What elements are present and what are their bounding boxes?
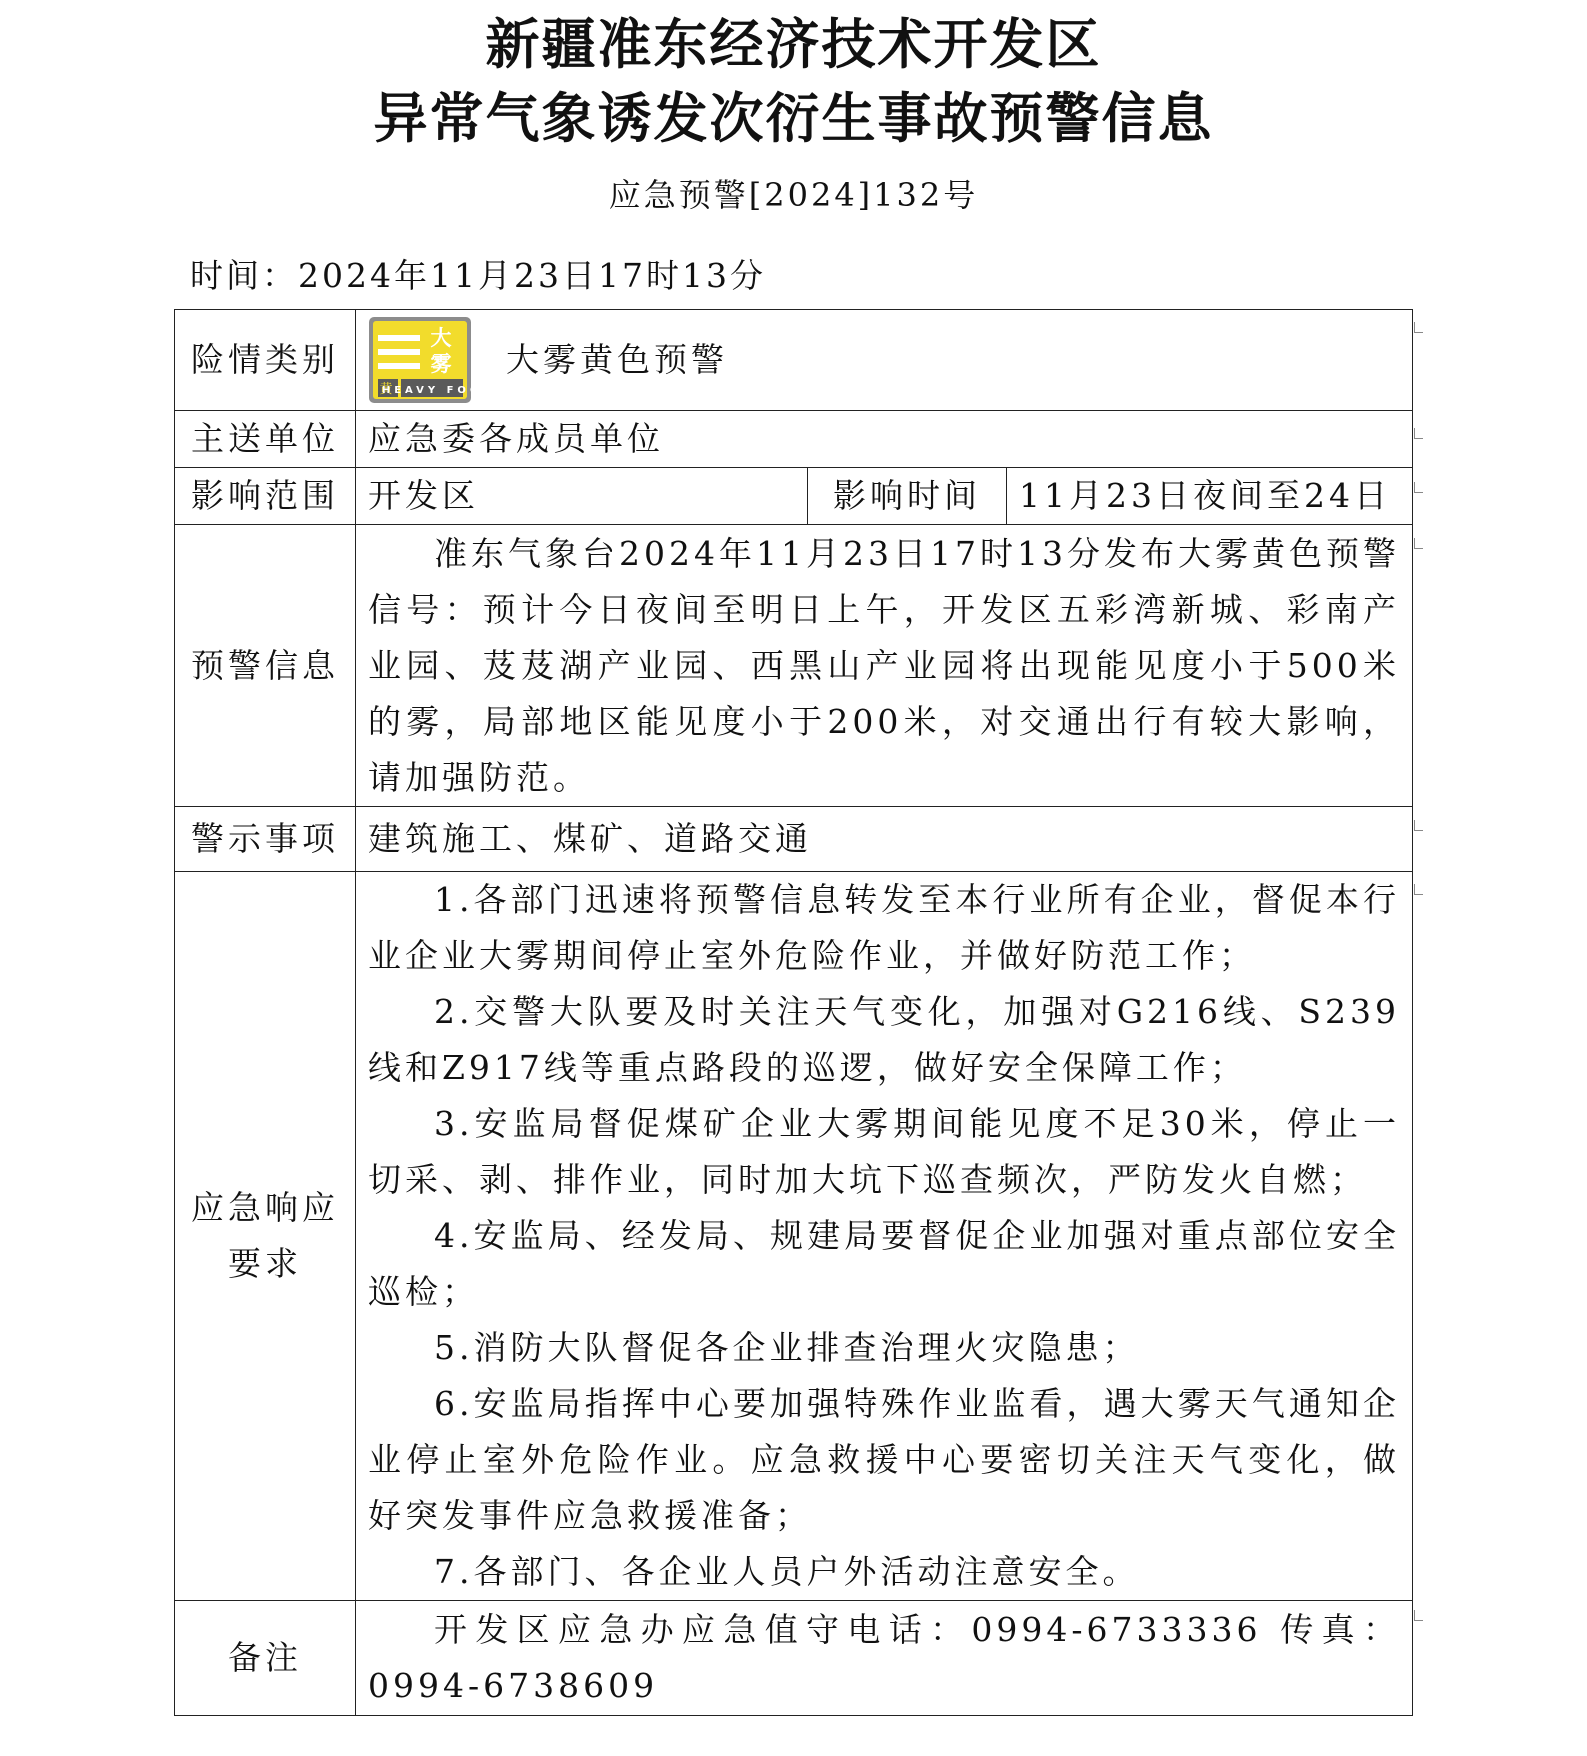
response-label-line-2: 要求	[228, 1244, 302, 1283]
paragraph-mark	[1414, 820, 1423, 831]
title-line-2: 异常气象诱发次衍生事故预警信息	[373, 87, 1214, 150]
response-item: 4.安监局、经发局、规建局要督促企业加强对重点部位安全巡检；	[368, 1216, 1401, 1311]
heavy-fog-yellow-warning-icon	[368, 316, 472, 404]
row-scope	[175, 468, 1413, 525]
scope-label: 影响范围	[175, 468, 356, 525]
paragraph-mark	[1414, 1610, 1423, 1621]
issue-time: 时间：2024年11月23日17时13分	[190, 256, 766, 295]
response-label-line-1: 应急响应	[191, 1188, 339, 1227]
row-remarks	[175, 1601, 1413, 1716]
row-response	[175, 872, 1413, 1601]
paragraph-mark	[1414, 482, 1423, 493]
icon-char-fog: 雾	[430, 352, 456, 376]
response-label	[175, 872, 356, 1601]
recipients-value: 应急委各成员单位	[356, 411, 1413, 468]
notice-value: 建筑施工、煤矿、道路交通	[356, 807, 1413, 872]
category-cell	[356, 310, 1413, 411]
response-cell	[356, 872, 1413, 1601]
paragraph-mark	[1414, 428, 1423, 439]
paragraph-mark	[1414, 322, 1423, 333]
remarks-cell	[356, 1601, 1413, 1716]
category-label: 险情类别	[175, 310, 356, 411]
notice-label: 警示事项	[175, 807, 356, 872]
remarks-label: 备注	[175, 1601, 356, 1716]
response-item: 3.安监局督促煤矿企业大雾期间能见度不足30米，停止一切采、剥、排作业，同时加大坑下巡查频次，严防发火自燃；	[368, 1104, 1401, 1199]
document-number: 应急预警[2024]132号	[608, 176, 979, 214]
recipients-label: 主送单位	[175, 411, 356, 468]
paragraph-mark	[1414, 538, 1423, 549]
warning-label: 预警信息	[175, 525, 356, 807]
response-item: 1.各部门迅速将预警信息转发至本行业所有企业，督促本行业企业大雾期间停止室外危险作业，并做好防范工作；	[368, 880, 1401, 975]
title-line-1: 新疆准东经济技术开发区	[485, 13, 1102, 76]
icon-char-big: 大	[430, 326, 456, 350]
row-category	[175, 310, 1413, 411]
response-item: 6.安监局指挥中心要加强特殊作业监看，遇大雾天气通知企业停止室外危险作业。应急救援中心要密切关注天气变化，做好突发事件应急救援准备；	[368, 1384, 1401, 1535]
row-warning-info	[175, 525, 1413, 807]
remarks-text: 开发区应急办应急值守电话：0994-6733336 传真：0994-6738609	[368, 1610, 1401, 1705]
category-value: 大雾黄色预警	[506, 340, 728, 379]
response-item: 2.交警大队要及时关注天气变化，加强对G216线、S239线和Z917线等重点路段的巡逻，做好安全保障工作；	[368, 992, 1401, 1087]
impact-time-label: 影响时间	[808, 468, 1007, 525]
scope-value: 开发区	[356, 468, 808, 525]
icon-char-yellow: 黄	[379, 382, 397, 397]
impact-time-value: 11月23日夜间至24日	[1007, 468, 1413, 525]
paragraph-mark	[1414, 884, 1423, 895]
warning-cell	[356, 525, 1413, 807]
row-recipients	[175, 411, 1413, 468]
warning-text: 准东气象台2024年11月23日17时13分发布大雾黄色预警信号：预计今日夜间至明日上午，开发区五彩湾新城、彩南产业园、芨芨湖产业园、西黑山产业园将出现能见度小于500米的雾，局部地区能见度小于200米，对交通出行有较大影响，请加强防范。	[368, 533, 1401, 797]
warning-table	[174, 309, 1413, 1716]
response-item: 5.消防大队督促各企业排查治理火灾隐患；	[434, 1328, 1140, 1367]
response-item: 7.各部门、各企业人员户外活动注意安全。	[434, 1552, 1140, 1591]
row-notice	[175, 807, 1413, 872]
icon-text-en: HEAVY FO	[381, 385, 470, 396]
